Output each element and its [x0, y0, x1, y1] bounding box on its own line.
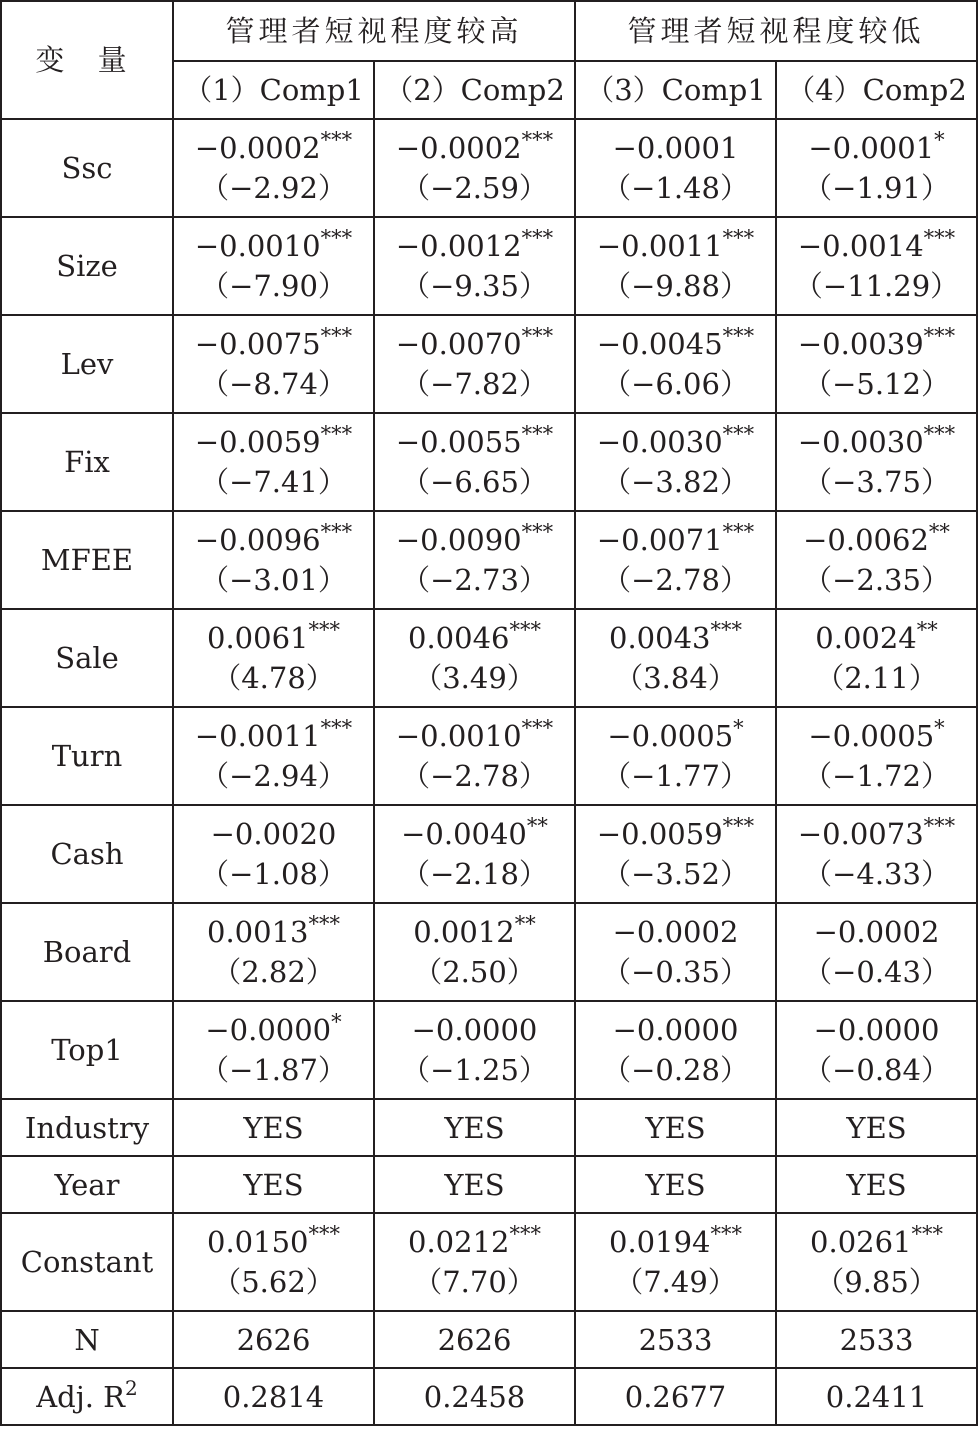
coefficient-value: 0.0212: [408, 1225, 510, 1259]
control-indicator: YES: [173, 1156, 374, 1213]
variable-name: N: [1, 1311, 173, 1368]
coefficient-value: 0.0261: [810, 1225, 912, 1259]
coefficient-cell: [173, 413, 374, 511]
observation-count: 2626: [173, 1311, 374, 1368]
significance-stars: **: [514, 912, 536, 936]
coefficient-value: 0.0013: [207, 915, 309, 949]
table-row: [1, 511, 977, 609]
coefficient-value: −0.0010: [395, 719, 522, 753]
variable-name: Industry: [1, 1099, 173, 1156]
coefficient-value: −0.0000: [205, 1013, 332, 1047]
significance-stars: ***: [320, 520, 353, 544]
significance-stars: ***: [308, 618, 340, 642]
coefficient-line: [375, 1010, 574, 1050]
control-indicator: YES: [776, 1099, 977, 1156]
adj-r2-value: 0.2814: [173, 1368, 374, 1425]
t-statistic: （−2.73）: [401, 563, 548, 597]
variable-name: Year: [1, 1156, 173, 1213]
coefficient-cell: [575, 217, 776, 315]
coefficient-cell: [575, 1213, 776, 1311]
coefficient-line: [576, 716, 775, 756]
coefficient-value: −0.0002: [194, 131, 321, 165]
coefficient-line: [777, 1222, 976, 1262]
coefficient-value: −0.0000: [411, 1013, 538, 1047]
significance-stars: *: [934, 128, 945, 152]
coefficient-value: −0.0001: [808, 131, 935, 165]
variable-name: Lev: [1, 315, 173, 413]
significance-stars: ***: [320, 716, 353, 740]
group-header-low: 管理者短视程度较低: [575, 1, 977, 61]
significance-stars: ***: [722, 422, 755, 446]
coefficient-line: [375, 716, 574, 756]
significance-stars: ***: [923, 226, 956, 250]
adj-r2-value: 0.2411: [776, 1368, 977, 1425]
table-row-industry: [1, 1099, 977, 1156]
table-row: [1, 217, 977, 315]
t-statistic: （7.49）: [614, 1265, 737, 1299]
coefficient-value: −0.0012: [395, 229, 522, 263]
t-statistic: （−1.08）: [200, 857, 347, 891]
coefficient-line: [174, 912, 373, 952]
coefficient-line: [777, 912, 976, 952]
variable-name: Board: [1, 903, 173, 1001]
t-statistic: （−2.78）: [401, 759, 548, 793]
t-statistic: （−1.72）: [803, 759, 950, 793]
coefficient-cell: [374, 609, 575, 707]
coefficient-cell: [575, 903, 776, 1001]
coefficient-value: −0.0014: [797, 229, 924, 263]
significance-stars: ***: [509, 618, 541, 642]
coefficient-line: [174, 520, 373, 560]
coefficient-value: −0.0001: [612, 131, 739, 165]
variable-name: Ssc: [1, 119, 173, 217]
coefficient-line: [777, 814, 976, 854]
t-statistic: （−6.65）: [401, 465, 548, 499]
coefficient-cell: [776, 707, 977, 805]
coefficient-cell: [575, 609, 776, 707]
coefficient-value: −0.0073: [797, 817, 924, 851]
significance-stars: ***: [722, 520, 755, 544]
coefficient-cell: [173, 315, 374, 413]
coefficient-line: [576, 128, 775, 168]
significance-stars: *: [331, 1010, 342, 1034]
coefficient-line: [777, 324, 976, 364]
variable-name: Size: [1, 217, 173, 315]
coefficient-cell: [374, 119, 575, 217]
coefficient-line: [375, 128, 574, 168]
significance-stars: ***: [710, 1222, 742, 1246]
coefficient-line: [375, 1222, 574, 1262]
t-statistic: （−3.52）: [602, 857, 749, 891]
t-statistic: （−2.59）: [401, 171, 548, 205]
t-statistic: （−0.35）: [602, 955, 749, 989]
adj-r2-value: 0.2677: [575, 1368, 776, 1425]
coefficient-value: −0.0010: [194, 229, 321, 263]
coefficient-value: −0.0002: [612, 915, 739, 949]
table-row-n: [1, 1311, 977, 1368]
t-statistic: （−5.12）: [803, 367, 950, 401]
coefficient-value: −0.0002: [813, 915, 940, 949]
t-statistic: （7.70）: [413, 1265, 536, 1299]
coefficient-cell: [575, 805, 776, 903]
coefficient-line: [375, 226, 574, 266]
coefficient-cell: [173, 217, 374, 315]
coefficient-line: [576, 520, 775, 560]
coefficient-cell: [374, 315, 575, 413]
t-statistic: （4.78）: [212, 661, 335, 695]
variable-name: Turn: [1, 707, 173, 805]
coefficient-cell: [575, 511, 776, 609]
coefficient-line: [174, 814, 373, 854]
coefficient-value: −0.0020: [210, 817, 337, 851]
control-indicator: YES: [374, 1156, 575, 1213]
coefficient-cell: [374, 805, 575, 903]
coefficient-line: [174, 1010, 373, 1050]
significance-stars: ***: [320, 324, 353, 348]
coefficient-value: 0.0061: [207, 621, 309, 655]
coefficient-cell: [776, 903, 977, 1001]
coefficient-cell: [575, 119, 776, 217]
observation-count: 2533: [575, 1311, 776, 1368]
coefficient-value: −0.0062: [803, 523, 929, 557]
coefficient-cell: [776, 609, 977, 707]
coefficient-cell: [374, 217, 575, 315]
coefficient-value: −0.0000: [813, 1013, 940, 1047]
significance-stars: **: [916, 618, 938, 642]
significance-stars: ***: [521, 716, 554, 740]
coefficient-value: −0.0039: [797, 327, 924, 361]
coefficient-line: [576, 618, 775, 658]
significance-stars: ***: [722, 324, 755, 348]
t-statistic: （−7.90）: [200, 269, 347, 303]
coefficient-value: −0.0059: [194, 425, 321, 459]
coefficient-value: −0.0005: [808, 719, 935, 753]
t-statistic: （−4.33）: [803, 857, 950, 891]
significance-stars: ***: [521, 422, 554, 446]
coefficient-line: [174, 324, 373, 364]
t-statistic: （−0.28）: [602, 1053, 749, 1087]
t-statistic: （−1.77）: [602, 759, 749, 793]
coefficient-line: [576, 1010, 775, 1050]
table-row: [1, 707, 977, 805]
coefficient-line: [777, 520, 976, 560]
coefficient-line: [375, 618, 574, 658]
t-statistic: （−2.78）: [602, 563, 749, 597]
observation-count: 2533: [776, 1311, 977, 1368]
table-row: [1, 119, 977, 217]
coefficient-cell: [575, 315, 776, 413]
significance-stars: ***: [308, 912, 340, 936]
coefficient-value: −0.0011: [194, 719, 321, 753]
significance-stars: ***: [320, 226, 353, 250]
adj-r2-superscript: 2: [125, 1375, 138, 1400]
coefficient-line: [174, 128, 373, 168]
coefficient-line: [174, 618, 373, 658]
coefficient-line: [174, 1222, 373, 1262]
coefficient-value: −0.0096: [194, 523, 321, 557]
significance-stars: ***: [521, 324, 554, 348]
coefficient-cell: [374, 903, 575, 1001]
t-statistic: （3.84）: [614, 661, 737, 695]
column-header: （1）Comp1: [173, 61, 374, 119]
t-statistic: （2.82）: [212, 955, 335, 989]
adj-r2-label: Adj. R: [36, 1379, 126, 1414]
coefficient-value: −0.0059: [596, 817, 723, 851]
t-statistic: （−3.75）: [803, 465, 950, 499]
coefficient-value: −0.0045: [596, 327, 723, 361]
coefficient-cell: [776, 315, 977, 413]
coefficient-cell: [173, 609, 374, 707]
adj-r2-value: 0.2458: [374, 1368, 575, 1425]
coefficient-value: −0.0000: [612, 1013, 739, 1047]
significance-stars: ***: [320, 128, 353, 152]
t-statistic: （−2.92）: [200, 171, 347, 205]
coefficient-line: [174, 716, 373, 756]
column-header: （2）Comp2: [374, 61, 575, 119]
coefficient-cell: [776, 413, 977, 511]
column-header: （3）Comp1: [575, 61, 776, 119]
coefficient-line: [777, 422, 976, 462]
significance-stars: ***: [521, 128, 554, 152]
t-statistic: （3.49）: [413, 661, 536, 695]
t-statistic: （−1.48）: [602, 171, 749, 205]
variable-header: 变 量: [1, 1, 173, 119]
coefficient-cell: [374, 1213, 575, 1311]
variable-name: [1, 1368, 173, 1425]
coefficient-line: [576, 1222, 775, 1262]
t-statistic: （−2.35）: [803, 563, 950, 597]
significance-stars: ***: [521, 226, 554, 250]
coefficient-cell: [575, 707, 776, 805]
coefficient-cell: [776, 1213, 977, 1311]
coefficient-cell: [776, 1001, 977, 1099]
coefficient-cell: [173, 707, 374, 805]
coefficient-value: −0.0030: [596, 425, 723, 459]
coefficient-value: −0.0075: [194, 327, 321, 361]
control-indicator: YES: [776, 1156, 977, 1213]
coefficient-value: −0.0055: [395, 425, 522, 459]
significance-stars: ***: [923, 422, 956, 446]
significance-stars: *: [934, 716, 945, 740]
coefficient-value: 0.0024: [815, 621, 917, 655]
t-statistic: （−1.25）: [401, 1053, 548, 1087]
coefficient-value: 0.0194: [609, 1225, 711, 1259]
coefficient-value: −0.0011: [596, 229, 723, 263]
coefficient-line: [576, 324, 775, 364]
table-row-constant: [1, 1213, 977, 1311]
variable-name: Fix: [1, 413, 173, 511]
coefficient-line: [777, 1010, 976, 1050]
coefficient-cell: [173, 805, 374, 903]
t-statistic: （−0.84）: [803, 1053, 950, 1087]
significance-stars: ***: [710, 618, 742, 642]
t-statistic: （−11.29）: [793, 269, 960, 303]
coefficient-line: [375, 814, 574, 854]
table-row: [1, 315, 977, 413]
table-row: [1, 609, 977, 707]
t-statistic: （−9.35）: [401, 269, 548, 303]
coefficient-value: −0.0071: [596, 523, 723, 557]
t-statistic: （−3.82）: [602, 465, 749, 499]
coefficient-line: [777, 716, 976, 756]
significance-stars: ***: [320, 422, 353, 446]
t-statistic: （−0.43）: [803, 955, 950, 989]
t-statistic: （2.50）: [413, 955, 536, 989]
table-row: [1, 413, 977, 511]
control-indicator: YES: [173, 1099, 374, 1156]
table-row: [1, 805, 977, 903]
table-row: [1, 903, 977, 1001]
t-statistic: （5.62）: [212, 1265, 335, 1299]
significance-stars: ***: [509, 1222, 541, 1246]
coefficient-line: [375, 912, 574, 952]
significance-stars: ***: [308, 1222, 340, 1246]
coefficient-line: [576, 912, 775, 952]
t-statistic: （−3.01）: [200, 563, 347, 597]
coefficient-value: −0.0002: [395, 131, 522, 165]
control-indicator: YES: [575, 1099, 776, 1156]
coefficient-cell: [173, 1213, 374, 1311]
variable-name: MFEE: [1, 511, 173, 609]
variable-name: Sale: [1, 609, 173, 707]
coefficient-line: [777, 618, 976, 658]
coefficient-line: [174, 422, 373, 462]
significance-stars: **: [526, 814, 548, 838]
group-header-high: 管理者短视程度较高: [173, 1, 575, 61]
coefficient-line: [375, 324, 574, 364]
column-header: （4）Comp2: [776, 61, 977, 119]
t-statistic: （−9.88）: [602, 269, 749, 303]
coefficient-cell: [776, 805, 977, 903]
t-statistic: （−8.74）: [200, 367, 347, 401]
significance-stars: ***: [923, 814, 956, 838]
observation-count: 2626: [374, 1311, 575, 1368]
coefficient-cell: [374, 707, 575, 805]
table-row-year: [1, 1156, 977, 1213]
coefficient-value: −0.0070: [395, 327, 522, 361]
coefficient-cell: [776, 119, 977, 217]
coefficient-cell: [374, 1001, 575, 1099]
t-statistic: （−7.41）: [200, 465, 347, 499]
coefficient-value: −0.0090: [395, 523, 522, 557]
t-statistic: （9.85）: [815, 1265, 938, 1299]
significance-stars: ***: [521, 520, 554, 544]
coefficient-value: −0.0040: [401, 817, 527, 851]
control-indicator: YES: [575, 1156, 776, 1213]
coefficient-line: [375, 520, 574, 560]
coefficient-value: 0.0046: [408, 621, 510, 655]
coefficient-cell: [173, 511, 374, 609]
coefficient-value: 0.0012: [413, 915, 515, 949]
coefficient-line: [576, 422, 775, 462]
t-statistic: （−7.82）: [401, 367, 548, 401]
significance-stars: ***: [722, 814, 755, 838]
t-statistic: （−1.87）: [200, 1053, 347, 1087]
coefficient-value: −0.0030: [797, 425, 924, 459]
table-row-adj-r2: [1, 1368, 977, 1425]
coefficient-value: 0.0043: [609, 621, 711, 655]
significance-stars: ***: [923, 324, 956, 348]
t-statistic: （−2.18）: [401, 857, 548, 891]
coefficient-cell: [575, 413, 776, 511]
coefficient-value: −0.0005: [607, 719, 734, 753]
t-statistic: （2.11）: [815, 661, 938, 695]
coefficient-cell: [173, 119, 374, 217]
coefficient-line: [375, 422, 574, 462]
coefficient-line: [576, 814, 775, 854]
coefficient-value: 0.0150: [207, 1225, 309, 1259]
coefficient-line: [777, 128, 976, 168]
coefficient-line: [576, 226, 775, 266]
t-statistic: （−1.91）: [803, 171, 950, 205]
t-statistic: （−6.06）: [602, 367, 749, 401]
significance-stars: **: [928, 520, 950, 544]
significance-stars: ***: [722, 226, 755, 250]
t-statistic: （−2.94）: [200, 759, 347, 793]
coefficient-line: [174, 226, 373, 266]
significance-stars: *: [733, 716, 744, 740]
variable-name: Constant: [1, 1213, 173, 1311]
table-row: [1, 1001, 977, 1099]
coefficient-cell: [173, 1001, 374, 1099]
header-row-groups: [1, 1, 977, 61]
coefficient-cell: [575, 1001, 776, 1099]
coefficient-line: [777, 226, 976, 266]
control-indicator: YES: [374, 1099, 575, 1156]
coefficient-cell: [776, 217, 977, 315]
coefficient-cell: [374, 511, 575, 609]
significance-stars: ***: [911, 1222, 944, 1246]
variable-name: Top1: [1, 1001, 173, 1099]
coefficient-cell: [173, 903, 374, 1001]
coefficient-cell: [374, 413, 575, 511]
coefficient-cell: [776, 511, 977, 609]
variable-name: Cash: [1, 805, 173, 903]
